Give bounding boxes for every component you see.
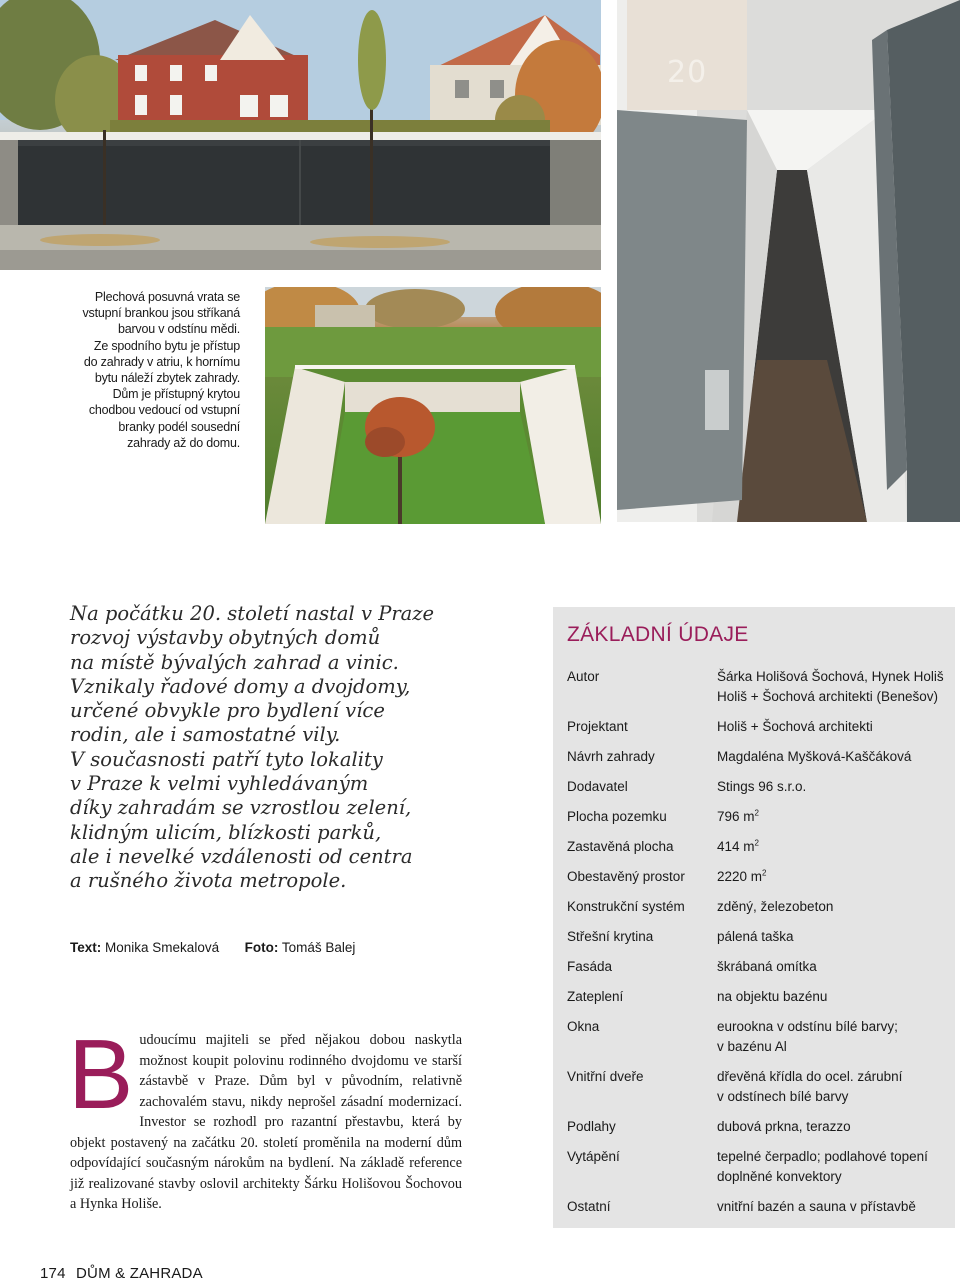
info-key: Podlahy	[567, 1119, 616, 1134]
caption-line: zahrady až do domu.	[127, 435, 240, 450]
info-value	[717, 807, 952, 827]
text-credit-author: Monika Smekalová	[105, 940, 220, 955]
info-value: dubová prkna, terazzo	[717, 1119, 851, 1134]
caption-line: Dům je přístupný krytou	[112, 387, 240, 402]
page-footer	[40, 1265, 203, 1282]
info-value	[717, 667, 952, 707]
lead-line: Vznikaly řadové domy a dvojdomy,	[70, 674, 411, 698]
info-key: Plocha pozemku	[567, 809, 667, 824]
info-key: Ostatní	[567, 1199, 611, 1214]
lead-paragraph	[70, 602, 490, 894]
caption-line: bytu náleží zbytek zahrady.	[94, 371, 240, 386]
info-value-line: v odstínech bílé barvy	[717, 1089, 849, 1104]
info-value: vnitřní bazén a sauna v přístavbě	[717, 1199, 916, 1214]
photo-entrance-corridor	[617, 0, 960, 522]
info-value-line: Holiš + Šochová architekti (Benešov)	[717, 689, 938, 704]
text-credit-label: Text:	[70, 940, 102, 955]
info-value	[717, 1147, 952, 1187]
info-key: Zateplení	[567, 989, 624, 1004]
info-key: Zastavěná plocha	[567, 839, 674, 854]
photo-credit-label: Foto:	[244, 940, 279, 955]
drop-cap: B	[68, 1019, 134, 1129]
info-value: Stings 96 s.r.o.	[717, 779, 807, 794]
lead-line: a rušného života metropole.	[70, 869, 347, 893]
info-key: Střešní krytina	[567, 929, 654, 944]
photo-atrium-garden	[265, 287, 601, 524]
lead-line: určené obvykle pro bydlení více	[70, 699, 385, 723]
caption-line: Ze spodního bytu je přístup	[93, 338, 240, 353]
info-value: Holiš + Šochová architekti	[717, 719, 873, 734]
photo-credit-author: Tomáš Balej	[281, 940, 356, 955]
caption-line: chodbou vedoucí od vstupní	[88, 403, 240, 418]
caption-line: branky podél sousední	[118, 419, 240, 434]
info-value	[717, 1017, 952, 1057]
info-key: Konstrukční systém	[567, 899, 685, 914]
house-number: 20	[667, 55, 708, 90]
project-info-panel	[553, 607, 955, 1228]
article-body	[68, 1019, 462, 1215]
info-key: Dodavatel	[567, 779, 628, 794]
info-value-line: v bazénu Al	[717, 1039, 787, 1054]
lead-line: rozvoj výstavby obytných domů	[70, 626, 381, 650]
atrium-garden-illustration	[265, 287, 601, 524]
info-key: Fasáda	[567, 959, 613, 974]
info-value-text: 414 m	[717, 839, 755, 854]
info-value	[717, 867, 952, 887]
article-credits	[70, 940, 355, 955]
info-value: škrábaná omítka	[717, 959, 817, 974]
lead-line: rodin, ale i samostatné vily.	[70, 723, 341, 747]
info-value-sup: 2	[754, 838, 759, 848]
info-value-text: 796 m	[717, 809, 755, 824]
lead-line: na místě bývalých zahrad a vinic.	[70, 650, 399, 674]
info-value	[717, 1067, 952, 1107]
info-value	[717, 837, 952, 857]
info-value-sup: 2	[762, 868, 767, 878]
info-value-sup: 2	[754, 808, 759, 818]
page-number: 174	[40, 1265, 66, 1282]
info-key: Vytápění	[567, 1149, 620, 1164]
caption-line: vstupní brankou jsou stříkaná	[82, 306, 240, 321]
lead-line: Na počátku 20. století nastal v Praze	[70, 602, 435, 625]
info-key: Okna	[567, 1019, 600, 1034]
info-value-line: dřevěná křídla do ocel. zárubní	[717, 1069, 903, 1084]
caption-line: Plechová posuvná vrata se	[94, 290, 240, 304]
photo-street-facade	[0, 0, 601, 270]
info-value-line: tepelné čerpadlo; podlahové topení	[717, 1149, 928, 1164]
info-value: na objektu bazénu	[717, 989, 828, 1004]
info-value-line: doplněné konvektory	[717, 1169, 842, 1184]
info-key: Vnitřní dveře	[567, 1069, 644, 1084]
caption-line: barvou v odstínu mědi.	[117, 322, 240, 337]
lead-line: klidným ulicím, blízkosti parků,	[70, 820, 382, 844]
info-value-line: Šárka Holišová Šochová, Hynek Holiš	[717, 669, 944, 684]
panel-title: ZÁKLADNÍ ÚDAJE	[567, 623, 749, 646]
info-key: Návrh zahrady	[567, 749, 655, 764]
info-key: Projektant	[567, 719, 628, 734]
lead-line: V současnosti patří tyto lokality	[70, 747, 383, 771]
photo-caption	[70, 289, 240, 451]
caption-line: do zahrady v atriu, k hornímu	[83, 354, 240, 369]
info-value-line: eurookna v odstínu bílé barvy;	[717, 1019, 898, 1034]
info-key: Obestavěný prostor	[567, 869, 685, 884]
info-value-text: 2220 m	[717, 869, 763, 884]
info-value: Magdaléna Myšková-Kaščáková	[717, 749, 912, 764]
body-text: udoucímu majiteli se před nějakou dobou naskytla možnost koupit polovinu rodinného dvojdomu ve starší zástavbě v Praze. Dům byl v původním, relativně zachovalém stavu, nikdy neprošel zásadní modernizací. Investor se rozhodl pro razantní přestavbu, která by objekt postavený na začátku 20. století proměnila na moderní dům odpovídající současným nárokům na bydlení. Na základě reference již realizované stavby oslovil architekty Šárku Holišovou Šochovou a Hynka Holiše.	[70, 1032, 462, 1212]
info-value: pálená taška	[717, 929, 794, 944]
lead-line: v Praze k velmi vyhledávaným	[70, 772, 369, 796]
lead-line: díky zahradám se vzrostlou zelení,	[70, 796, 412, 820]
magazine-name: DŮM & ZAHRADA	[76, 1265, 203, 1282]
info-value: zděný, železobeton	[717, 899, 834, 914]
street-facade-illustration	[0, 0, 601, 270]
lead-line: ale i nevelké vzdálenosti od centra	[70, 844, 413, 868]
info-key: Autor	[567, 669, 600, 684]
